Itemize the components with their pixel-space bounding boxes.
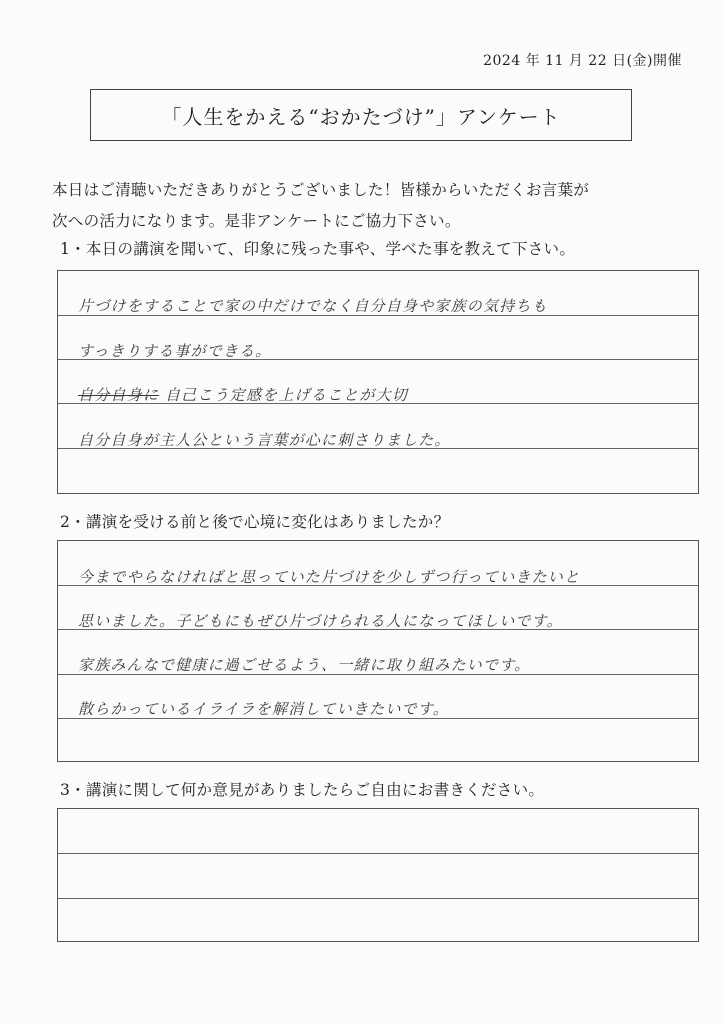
answer-2-line-3: 家族みんなで健康に過ごせるよう、一緒に取り組みたいです。 xyxy=(78,656,531,674)
intro-line-2: 次への活力になります。是非アンケートにご協力下さい。 xyxy=(52,212,461,230)
answer-2-line-4: 散らかっているイライラを解消していきたいです。 xyxy=(78,700,449,718)
question-2-label: 2・講演を受ける前と後で心境に変化はありましたか？ xyxy=(60,513,450,531)
struck-out-text: 自分自身に xyxy=(78,386,160,404)
answer-2-line-1: 今までやらなければと思っていた片づけを少しずつ行っていきたいと xyxy=(78,568,581,586)
intro-text xyxy=(52,175,692,237)
event-date: 2024 年 11 月 22 日(金)開催 xyxy=(483,53,682,69)
question-3-label: 3・講演に関して何か意見がありましたらご自由にお書きください。 xyxy=(60,781,545,799)
answer-1-line-1: 片づけをすることで家の中だけでなく自分自身や家族の気持ちも xyxy=(78,297,548,315)
answer-box-1 xyxy=(57,270,699,494)
answer-1-line-3: 自己こう定感を上げることが大切 xyxy=(164,386,408,404)
question-1-label: 1・本日の講演を聞いて、印象に残った事や、学べた事を教えて下さい。 xyxy=(60,240,576,258)
answer-1-line-3-wrapper xyxy=(78,384,408,405)
ruled-line xyxy=(58,853,698,854)
answer-box-3 xyxy=(57,808,699,942)
answer-1-line-2: すっきりする事ができる。 xyxy=(78,342,272,360)
survey-title: 「人生をかえる“おかたづけ”」アンケート xyxy=(161,104,561,129)
answer-2-line-2: 思いました。子どもにもぜひ片づけられる人になってほしいです。 xyxy=(78,612,563,630)
answer-box-2 xyxy=(57,540,699,762)
intro-line-1: 本日はご清聴いただきありがとうございました！皆様からいただくお言葉が xyxy=(52,181,590,199)
title-box xyxy=(90,89,632,141)
answer-1-line-4: 自分自身が主人公という言葉が心に刺さりました。 xyxy=(78,431,451,449)
ruled-line xyxy=(58,898,698,899)
